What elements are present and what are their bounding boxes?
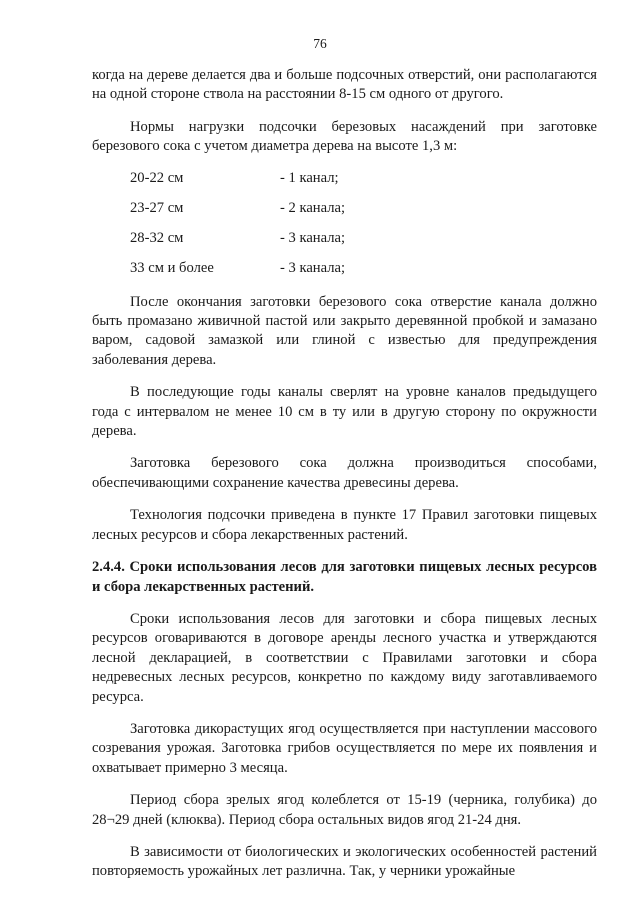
- norm-load: - 2 канала;: [280, 199, 346, 216]
- norm-diameter: 33 см и более: [130, 259, 214, 276]
- paragraph-terms: Сроки использования лесов для заготовки и сбора пищевых лесных ресурсов оговариваются в договоре аренды лесного участка и утверждаются лесной декларацией, в соответствии с Правилами заготовки и сбора недревесных лесных ресурсов, конкретно по каждому виду заготавливаемого ресурса.: [92, 610, 597, 705]
- norm-row: [130, 169, 597, 199]
- paragraph-berries-mushrooms: Заготовка дикорастущих ягод осуществляется при наступлении массового созревания урожая. Заготовка грибов осуществляется по мере их появления и охватывает примерно 3 месяца.: [92, 720, 597, 776]
- page-content: [92, 66, 597, 882]
- norm-row: [130, 229, 597, 259]
- paragraph-yield-years: В зависимости от биологических и экологических особенностей растений повторяемость урожайных лет различна. Так, у черники урожайные: [92, 843, 597, 880]
- paragraph-next-years: В последующие годы каналы сверлят на уровне каналов предыдущего года с интервалом не менее 10 см в ту или в другую сторону по окружности дерева.: [92, 384, 597, 440]
- paragraph-sealing: После окончания заготовки березового сока отверстие канала должно быть промазано живичной пастой или закрыто деревянной пробкой и замазано варом, садовой замазкой или глиной с известью для предупреждения заболевания дерева.: [92, 293, 597, 368]
- page-number: 76: [313, 36, 327, 51]
- norm-load: - 3 канала;: [280, 229, 346, 246]
- norm-row: [130, 259, 597, 289]
- norm-diameter: 28-32 см: [130, 229, 184, 246]
- paragraph-norms-intro: Нормы нагрузки подсочки березовых насаждений при заготовке березового сока с учетом диаметра дерева на высоте 1,3 м:: [92, 118, 597, 155]
- paragraph-continuation: когда на дереве делается два и больше подсочных отверстий, они располагаются на одной стороне ствола на расстоянии 8-15 см одного от другого.: [92, 67, 597, 103]
- paragraph-harvest-period: Период сбора зрелых ягод колеблется от 15-19 (черника, голубика) до 28¬29 дней (клюква). Период сбора остальных видов ягод 21-24 дня.: [92, 792, 597, 828]
- norms-list: [130, 169, 597, 289]
- section-heading: 2.4.4. Сроки использования лесов для заготовки пищевых лесных ресурсов и сбора лекарственных растений.: [92, 559, 597, 595]
- norm-row: [130, 199, 597, 229]
- norm-load: - 1 канал;: [280, 169, 339, 186]
- norm-diameter: 20-22 см: [130, 169, 184, 186]
- norm-load: - 3 канала;: [280, 259, 346, 276]
- paragraph-technology: Технология подсочки приведена в пункте 17 Правил заготовки пищевых лесных ресурсов и сбора лекарственных растений.: [92, 507, 597, 543]
- norm-diameter: 23-27 см: [130, 199, 184, 216]
- paragraph-quality: Заготовка березового сока должна производиться способами, обеспечивающими сохранение качества древесины дерева.: [92, 455, 597, 491]
